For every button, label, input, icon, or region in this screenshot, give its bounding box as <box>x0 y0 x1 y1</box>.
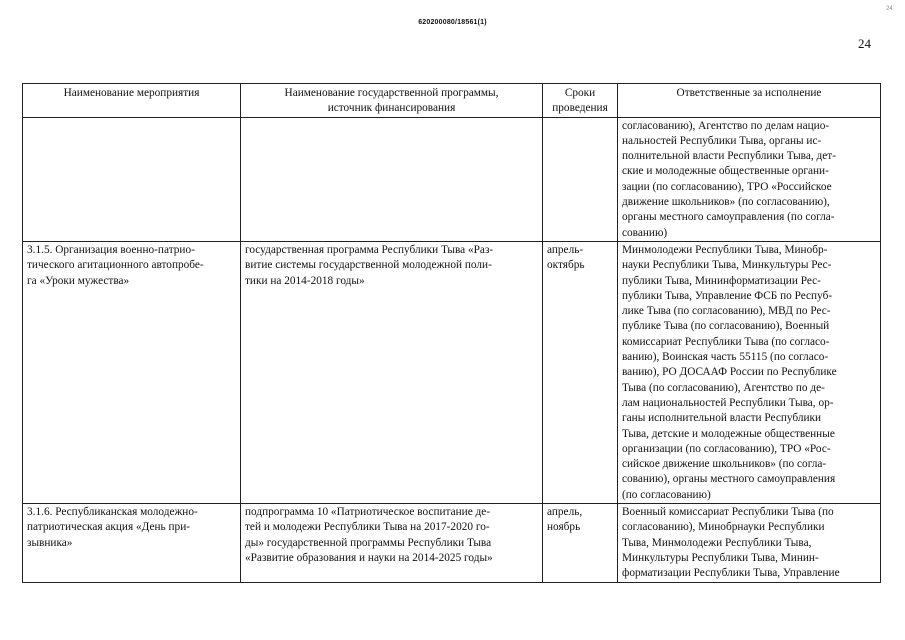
program-cell <box>241 117 543 241</box>
table-header-row <box>23 84 881 118</box>
period-cell <box>543 117 618 241</box>
event-cell: 3.1.6. Республиканская молодежно- патриотическая акция «День при- зывника» <box>23 504 241 582</box>
event-cell <box>23 117 241 241</box>
document-id: 620200080/18561(1) <box>418 19 487 26</box>
responsible-cell: Минмолодежи Республики Тыва, Минобр- науки Республики Тыва, Минкультуры Рес- публики Тыва, Мининформатизации Рес- публики Тыва, Управление ФСБ по Респуб- лике Тыва (по согласованию), МВД по Рес- публике Тыва (по согласованию), Военный комиссариат Республики Тыва (по согласо- ванию), Воинская часть 55115 (по согласо- ванию), РО ДОСААФ России по Республике Тыва (по согласованию), Агентство по де- лам национальностей Республики Тыва, ор- ганы исполнительной власти Республики Тыва, детские и молодежные общественные организации (по согласованию), ТРО «Рос- сийское движение школьников» (по согла- сованию), органы местного самоуправления (по согласованию) <box>618 241 881 503</box>
column-header-event: Наименование мероприятия <box>23 84 241 118</box>
page-number: 24 <box>858 36 871 51</box>
responsible-cell: согласованию), Агентство по делам нацио- нальностей Республики Тыва, органы ис- полнительной власти Республики Тыва, дет- ские и молодежные общественные органи- зации (по согласованию), ТРО «Российское движение школьников» (по согласованию), органы местного самоуправления (по согла- сованию) <box>618 117 881 241</box>
table-row <box>23 241 881 503</box>
responsible-cell: Военный комиссариат Республики Тыва (по согласованию), Минобрнауки Республики Тыва, Минмолодежи Республики Тыва, Минкультуры Республики Тыва, Минин- форматизации Республики Тыва, Управление <box>618 504 881 582</box>
program-cell: подпрограмма 10 «Патриотическое воспитание де- тей и молодежи Республики Тыва на 2017-2020 го- ды» государственной программы Республики Тыва «Развитие образования и науки на 2014-2025 годы» <box>241 504 543 582</box>
program-cell: государственная программа Республики Тыва «Раз- витие системы государственной молодежной поли- тики на 2014-2018 годы» <box>241 241 543 503</box>
events-table <box>22 83 881 583</box>
corner-mark: 24 <box>886 6 893 12</box>
column-header-program: Наименование государственной программы, источник финансирования <box>241 84 543 118</box>
column-header-period: Сроки проведения <box>543 84 618 118</box>
period-cell: апрель, ноябрь <box>543 504 618 582</box>
event-cell: 3.1.5. Организация военно-патрио- тического агитационного автопробе- га «Уроки мужества» <box>23 241 241 503</box>
period-cell: апрель- октябрь <box>543 241 618 503</box>
table-row <box>23 504 881 582</box>
table-row <box>23 117 881 241</box>
column-header-responsible: Ответственные за исполнение <box>618 84 881 118</box>
